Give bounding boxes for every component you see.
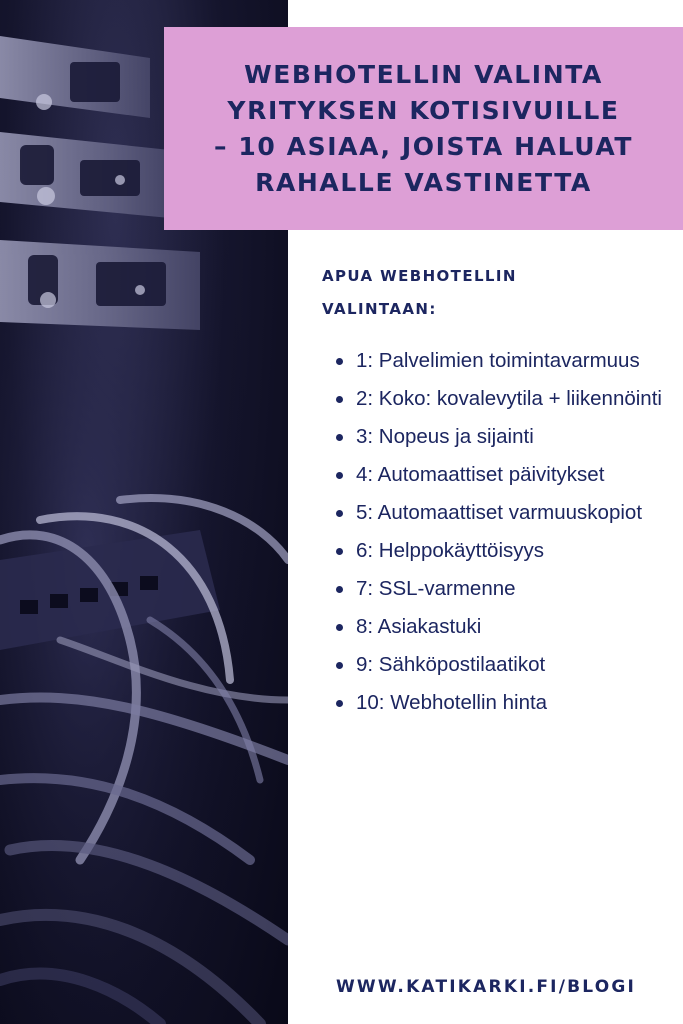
list-item: 4: Automaattiset päivitykset <box>356 458 672 492</box>
title-banner <box>164 27 683 230</box>
tips-list <box>322 344 672 720</box>
list-item: 7: SSL-varmenne <box>356 572 672 606</box>
list-item: 6: Helppokäyttöisyys <box>356 534 672 568</box>
page-title: WEBHOTELLIN VALINTA YRITYKSEN KOTISIVUILLE – 10 ASIAA, JOISTA HALUAT RAHALLE VASTINETTA <box>213 59 634 197</box>
section-heading: APUA WEBHOTELLIN VALINTAAN: <box>322 267 517 318</box>
list-item: 10: Webhotellin hinta <box>356 686 672 720</box>
list-item: 3: Nopeus ja sijainti <box>356 420 672 454</box>
website-url-link[interactable]: WWW.KATIKARKI.FI/BLOGI <box>335 977 637 997</box>
list-item: 1: Palvelimien toimintavarmuus <box>356 344 672 378</box>
tips-section <box>322 260 672 724</box>
list-item: 2: Koko: kovalevytila + liikennöinti <box>356 382 672 416</box>
list-item: 9: Sähköpostilaatikot <box>356 648 672 682</box>
list-item: 5: Automaattiset varmuuskopiot <box>356 496 672 530</box>
list-item: 8: Asiakastuki <box>356 610 672 644</box>
